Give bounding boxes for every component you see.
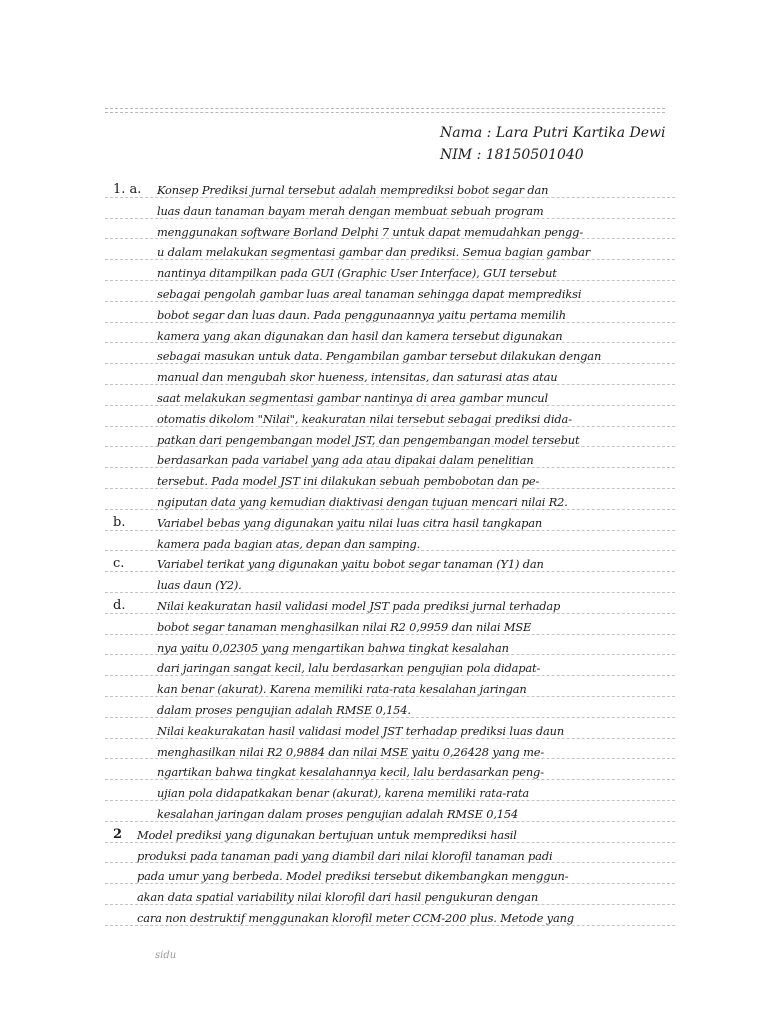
text-line (105, 846, 675, 867)
text-line (105, 284, 675, 305)
text-line (105, 554, 675, 575)
line-text: ujian pola didapatkakan benar (akurat), karena memiliki rata-rata (157, 786, 530, 801)
line-text: Variabel bebas yang digunakan yaitu nilai luas citra hasil tangkapan (157, 515, 543, 530)
text-line (105, 222, 675, 243)
text-line (105, 825, 675, 846)
text-line (105, 679, 675, 700)
line-text: menggunakan software Borland Delphi 7 untuk dapat memudahkan pengg- (157, 224, 584, 239)
text-line (105, 617, 675, 638)
line-text: berdasarkan pada variabel yang ada atau dipakai dalam penelitian (157, 453, 534, 468)
line-text: kamera yang akan digunakan dan hasil dan kamera tersebut digunakan (157, 328, 563, 343)
text-line (105, 492, 675, 513)
line-text: Variabel terikat yang digunakan yaitu bobot segar tanaman (Y1) dan (157, 557, 544, 572)
question-marker: d. (113, 597, 126, 613)
text-line (105, 575, 675, 596)
page-footer-mark: sidu (155, 950, 177, 961)
line-text: kesalahan jaringan dalam proses pengujian adalah RMSE 0,154 (157, 806, 519, 821)
line-text: dalam proses pengujian adalah RMSE 0,154. (157, 702, 411, 717)
student-nim: NIM : 18150501040 (440, 147, 584, 163)
text-line (105, 804, 675, 825)
question-marker: b. (113, 514, 126, 530)
text-line (105, 908, 675, 929)
text-line (105, 638, 675, 659)
question-marker: 2 (113, 826, 123, 842)
text-line (105, 326, 675, 347)
text-line (105, 866, 675, 887)
question-marker: c. (113, 556, 125, 572)
line-text: menghasilkan nilai R2 0,9884 dan nilai MSE yaitu 0,26428 yang me- (157, 744, 545, 759)
text-line (105, 388, 675, 409)
text-line (105, 367, 675, 388)
line-text: luas daun (Y2). (157, 578, 242, 593)
text-line (105, 721, 675, 742)
line-text: akan data spatial variability nilai klorofil dari hasil pengukuran dengan (137, 890, 539, 905)
handwritten-answers (105, 180, 675, 929)
top-rule (105, 112, 665, 113)
student-name: Nama : Lara Putri Kartika Dewi (440, 125, 666, 141)
text-line (105, 305, 675, 326)
line-text: bobot segar dan luas daun. Pada penggunaannya yaitu pertama memilih (157, 307, 566, 322)
line-text: Nilai keakuratan hasil validasi model JST pada prediksi jurnal terhadap (157, 598, 561, 613)
line-text: pada umur yang berbeda. Model prediksi tersebut dikembangkan menggun- (137, 869, 569, 884)
top-rule (105, 108, 665, 109)
line-text: ngiputan data yang kemudian diaktivasi dengan tujuan mencari nilai R2. (157, 494, 568, 509)
text-line (105, 700, 675, 721)
line-text: bobot segar tanaman menghasilkan nilai R2 0,9959 dan nilai MSE (157, 619, 532, 634)
text-line (105, 534, 675, 555)
line-text: dari jaringan sangat kecil, lalu berdasarkan pengujian pola didapat- (157, 661, 541, 676)
line-text: patkan dari pengembangan model JST, dan pengembangan model tersebut (157, 432, 580, 447)
text-line (105, 409, 675, 430)
text-line (105, 180, 675, 201)
line-text: nya yaitu 0,02305 yang mengartikan bahwa tingkat kesalahan (157, 640, 509, 655)
line-text: sebagai pengolah gambar luas areal tanaman sehingga dapat memprediksi (157, 286, 582, 301)
text-line (105, 783, 675, 804)
text-line (105, 887, 675, 908)
text-line (105, 346, 675, 367)
line-text: luas daun tanaman bayam merah dengan membuat sebuah program (157, 203, 544, 218)
text-line (105, 263, 675, 284)
line-text: sebagai masukan untuk data. Pengambilan gambar tersebut dilakukan dengan (157, 349, 602, 364)
line-text: kan benar (akurat). Karena memiliki rata-rata kesalahan jaringan (157, 682, 527, 697)
text-line (105, 513, 675, 534)
text-line (105, 201, 675, 222)
line-text: Nilai keakurakatan hasil validasi model JST terhadap prediksi luas daun (157, 723, 565, 738)
student-header (440, 122, 720, 166)
text-line (105, 430, 675, 451)
text-line (105, 471, 675, 492)
line-text: produksi pada tanaman padi yang diambil dari nilai klorofil tanaman padi (137, 848, 553, 863)
question-marker: 1. a. (113, 182, 142, 197)
line-text: cara non destruktif menggunakan klorofil meter CCM-200 plus. Metode yang (137, 910, 574, 925)
text-line (105, 658, 675, 679)
line-text: manual dan mengubah skor hueness, intensitas, dan saturasi atas atau (157, 370, 558, 385)
text-line (105, 242, 675, 263)
line-text: Konsep Prediksi jurnal tersebut adalah memprediksi bobot segar dan (157, 183, 549, 197)
line-text: u dalam melakukan segmentasi gambar dan prediksi. Semua bagian gambar (157, 245, 591, 260)
line-text: otomatis dikolom "Nilai", keakuratan nilai tersebut sebagai prediksi dida- (157, 411, 572, 426)
line-text: tersebut. Pada model JST ini dilakukan sebuah pembobotan dan pe- (157, 474, 540, 489)
line-text: Model prediksi yang digunakan bertujuan untuk memprediksi hasil (137, 827, 517, 842)
line-text: saat melakukan segmentasi gambar nantinya di area gambar muncul (157, 390, 548, 405)
text-line (105, 742, 675, 763)
text-line (105, 762, 675, 783)
line-text: ngartikan bahwa tingkat kesalahannya kecil, lalu berdasarkan peng- (157, 765, 544, 780)
text-line (105, 596, 675, 617)
text-line (105, 450, 675, 471)
line-text: kamera pada bagian atas, depan dan samping. (157, 536, 421, 551)
line-text: nantinya ditampilkan pada GUI (Graphic User Interface), GUI tersebut (157, 266, 557, 281)
